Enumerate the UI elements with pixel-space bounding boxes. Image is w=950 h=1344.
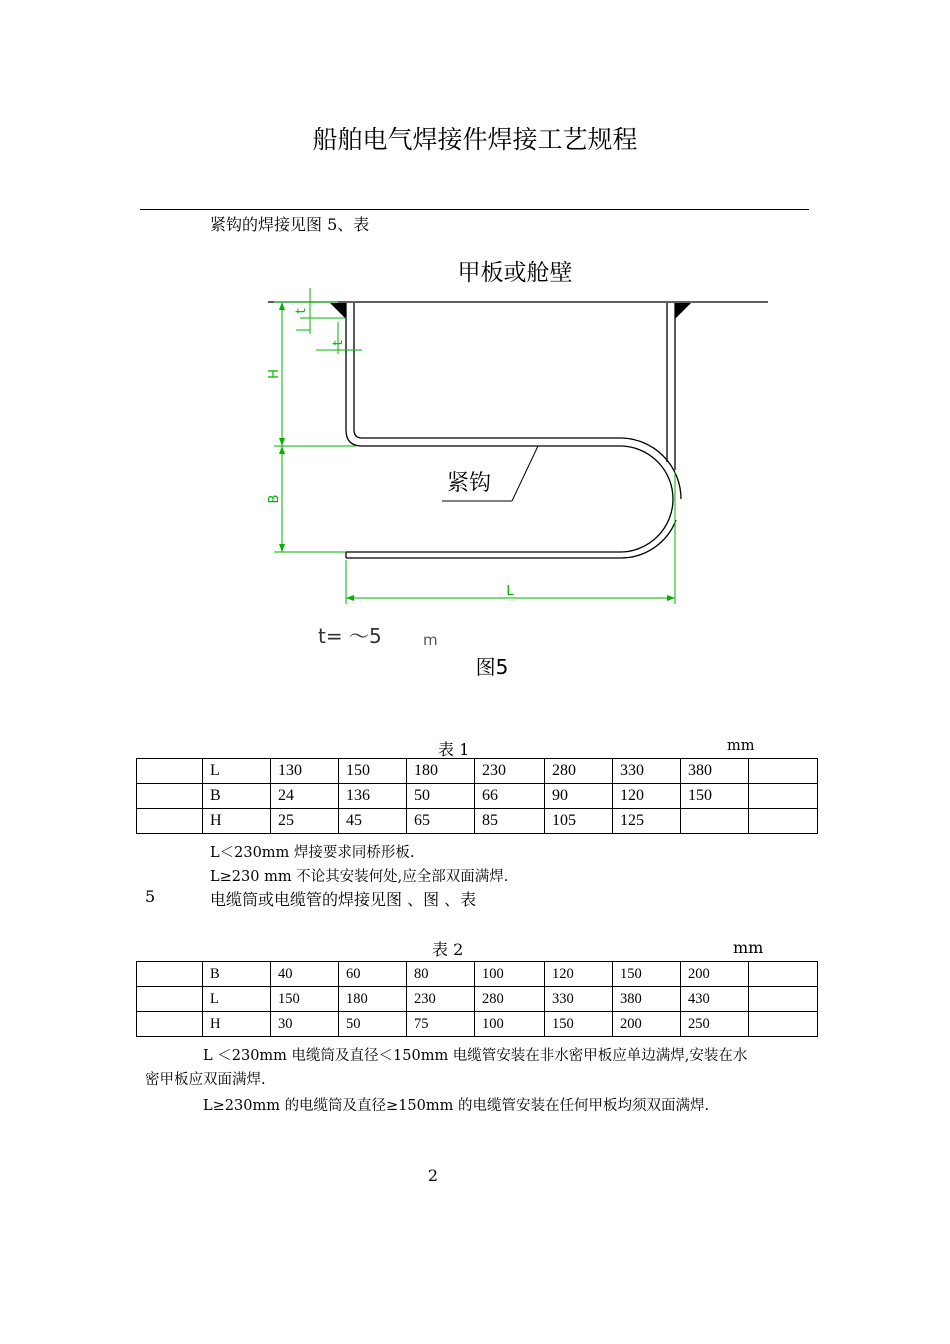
table-cell: 120 <box>545 962 613 987</box>
table-row <box>137 987 818 1012</box>
table-cell: 180 <box>407 759 475 784</box>
table-cell: 120 <box>613 784 681 809</box>
table-cell <box>749 784 818 809</box>
table-cell: 430 <box>681 987 749 1012</box>
thickness-formula: t= ～5 <box>318 624 382 648</box>
table2-body <box>137 962 818 1037</box>
table-cell: 45 <box>339 809 407 834</box>
hook-label: 紧钩 <box>446 471 492 496</box>
table-cell: 250 <box>681 1012 749 1037</box>
table-cell: 150 <box>271 987 339 1012</box>
dim-B: B <box>267 494 282 504</box>
table-cell <box>137 987 203 1012</box>
section5-text: 电缆筒或电缆管的焊接见图 、图 、表 <box>210 890 477 909</box>
note2-line2: 密甲板应双面满焊. <box>145 1072 266 1088</box>
table-cell: 90 <box>545 784 613 809</box>
table-cell: B <box>203 784 271 809</box>
table-cell: B <box>203 962 271 987</box>
table-cell: 136 <box>339 784 407 809</box>
table-cell: 330 <box>545 987 613 1012</box>
table-cell <box>749 962 818 987</box>
dim-t-lower: t <box>331 340 346 346</box>
table-cell: 180 <box>339 987 407 1012</box>
table-cell: 230 <box>407 987 475 1012</box>
document-title: 船舶电气焊接件焊接工艺规程 <box>312 125 638 154</box>
table-cell: 330 <box>613 759 681 784</box>
table-cell: 280 <box>475 987 545 1012</box>
table-cell: 100 <box>475 962 545 987</box>
table-cell: 85 <box>475 809 545 834</box>
table-row <box>137 759 818 784</box>
table-cell: 280 <box>545 759 613 784</box>
table1-body <box>137 759 818 834</box>
table-cell: 65 <box>407 809 475 834</box>
table-cell: 230 <box>475 759 545 784</box>
table-row <box>137 809 818 834</box>
hook-inner <box>354 303 681 499</box>
table-cell: L <box>203 759 271 784</box>
section5-number: 5 <box>145 887 156 906</box>
table-row <box>137 962 818 987</box>
table-cell: 150 <box>339 759 407 784</box>
table1-unit: mm <box>727 738 755 754</box>
table-cell: 66 <box>475 784 545 809</box>
table-cell: 75 <box>407 1012 475 1037</box>
table-cell: 80 <box>407 962 475 987</box>
right-weld <box>675 303 691 319</box>
table-cell: H <box>203 809 271 834</box>
intro-text: 紧钩的焊接见图 5、表 <box>210 215 370 234</box>
note2-line1: L ＜230mm 电缆筒及直径＜150mm 电缆管安装在非水密甲板应单边满焊,安装在水 <box>203 1048 748 1064</box>
table-cell <box>137 784 203 809</box>
table-cell <box>137 809 203 834</box>
note1-line2: L≥230 mm 不论其安装何处,应全部双面满焊. <box>210 869 509 885</box>
table-cell <box>681 809 749 834</box>
table2 <box>136 961 818 1037</box>
table-cell <box>749 809 818 834</box>
table-cell: H <box>203 1012 271 1037</box>
table2-caption: 表 2 <box>432 940 464 959</box>
dim-H: H <box>267 369 282 379</box>
note1-line1: L＜230mm 焊接要求同桥形板. <box>210 845 415 861</box>
table-cell <box>749 1012 818 1037</box>
table-cell: 30 <box>271 1012 339 1037</box>
hook-leader <box>512 446 538 501</box>
table-cell <box>137 962 203 987</box>
table-cell: 60 <box>339 962 407 987</box>
table-row <box>137 1012 818 1037</box>
table2-unit: mm <box>733 938 764 957</box>
left-weld <box>330 303 346 319</box>
table-cell: 125 <box>613 809 681 834</box>
table1-caption: 表 1 <box>438 740 470 759</box>
table-cell: 150 <box>681 784 749 809</box>
table-cell: 380 <box>613 987 681 1012</box>
deck-label: 甲板或舱壁 <box>457 260 573 286</box>
page-number: 2 <box>427 1166 439 1185</box>
table-cell: L <box>203 987 271 1012</box>
table-cell <box>137 759 203 784</box>
thickness-unit: m <box>423 631 438 649</box>
hook-outer <box>346 303 673 552</box>
table-row <box>137 784 818 809</box>
table-cell <box>749 987 818 1012</box>
dim-L: L <box>506 584 514 599</box>
table-cell: 100 <box>475 1012 545 1037</box>
table-cell: 25 <box>271 809 339 834</box>
table-cell: 150 <box>613 962 681 987</box>
table-cell: 50 <box>339 1012 407 1037</box>
table-cell: 200 <box>681 962 749 987</box>
table-cell: 24 <box>271 784 339 809</box>
note2-line3: L≥230mm 的电缆筒及直径≥150mm 的电缆管安装在任何甲板均须双面满焊. <box>203 1098 710 1114</box>
table-cell <box>137 1012 203 1037</box>
dim-t-upper: t <box>294 308 309 314</box>
table-cell: 50 <box>407 784 475 809</box>
table-cell: 130 <box>271 759 339 784</box>
table-cell: 105 <box>545 809 613 834</box>
table1 <box>136 758 818 834</box>
table-cell: 200 <box>613 1012 681 1037</box>
figure-caption: 图5 <box>475 655 509 679</box>
table-cell <box>749 759 818 784</box>
table-cell: 40 <box>271 962 339 987</box>
table-cell: 150 <box>545 1012 613 1037</box>
table-cell: 380 <box>681 759 749 784</box>
